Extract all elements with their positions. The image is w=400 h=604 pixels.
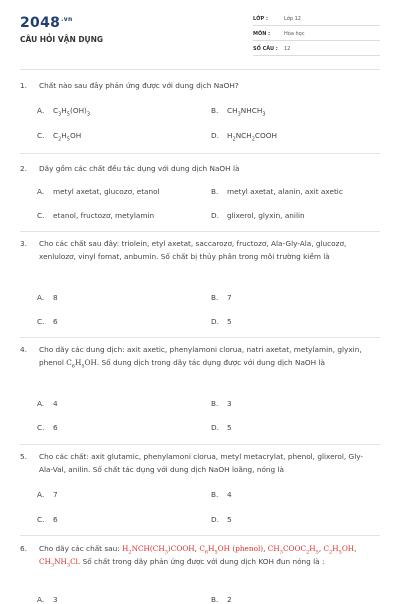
divider <box>20 231 380 232</box>
divider <box>20 153 380 154</box>
formula-note: (phenol) <box>232 544 264 553</box>
formula-ethyl-acetate: $CH_3COOC_2H_5$ <box>267 544 319 556</box>
formula-phenol: $C_6H_5OH$ <box>66 357 97 369</box>
meta-question-count: SỐ CÂU : 12 <box>253 43 380 56</box>
divider <box>20 535 380 536</box>
question-text: Cho dãy các dung dịch: axit axetic, phenylamoni clorua, natri axetat, metylamin, glyxin, phenol $C_6H_5OH$. Số dung dịch trong dãy tác dụng được với dung dịch NaOH là <box>39 345 362 369</box>
question-number: 5. <box>20 452 27 461</box>
divider <box>20 337 380 338</box>
formula-methylammonium-chloride: $CH_3NH_3Cl$ <box>39 556 78 568</box>
formula-phenol: $C_6H_5OH$ <box>199 544 231 556</box>
question-number: 6. <box>20 544 27 553</box>
question-text: Cho các chất sau đây: triolein, etyl axetat, saccarozơ, fructozơ, Ala-Gly-Ala, glucozơ, xenlulozơ, vinyl fomat, anbumin. Số chất bị thủy phân trong môi trường kiềm là <box>39 239 347 261</box>
meta-class: LỚP : Lớp 12 <box>253 13 380 26</box>
question-number: 2. <box>20 164 27 173</box>
question-text: Chất nào sau đây phản ứng được với dung dịch NaOH? <box>39 81 239 90</box>
divider <box>20 444 380 445</box>
divider <box>20 69 380 70</box>
page-title: CÂU HỎI VẬN DỤNG <box>20 35 104 44</box>
header <box>0 0 400 72</box>
question-text: Cho dãy các chất sau: $H_2NCH(CH_3)COOH$, $C_6H_5OH$ (phenol), $CH_3COOC_2H_5$, $C_2H_5OH$, $CH_3NH_3Cl$. Số chất trong dãy phản ứng được với dung dịch KOH đun nóng là : <box>39 544 357 568</box>
question-text: Dãy gồm các chất đều tác dụng với dung dịch NaOH là <box>39 164 240 173</box>
question-text: Cho các chất: axit glutamic, phenylamoni clorua, metyl metacrylat, phenol, glixerol, Gly-Ala-Val, anilin. Số chất tác dụng với dung dịch NaOH loãng, nóng là <box>39 452 364 474</box>
question-number: 1. <box>20 81 27 90</box>
question-number: 3. <box>20 239 27 248</box>
formula-ethanol: $C_2H_5OH$ <box>323 544 355 556</box>
question-number: 4. <box>20 345 27 354</box>
formula-alanine: $H_2NCH(CH_3)COOH$ <box>122 544 195 556</box>
logo[interactable]: $2048^{.vn}$ <box>20 15 73 31</box>
meta-subject: MÔN : Hóa học <box>253 28 380 41</box>
